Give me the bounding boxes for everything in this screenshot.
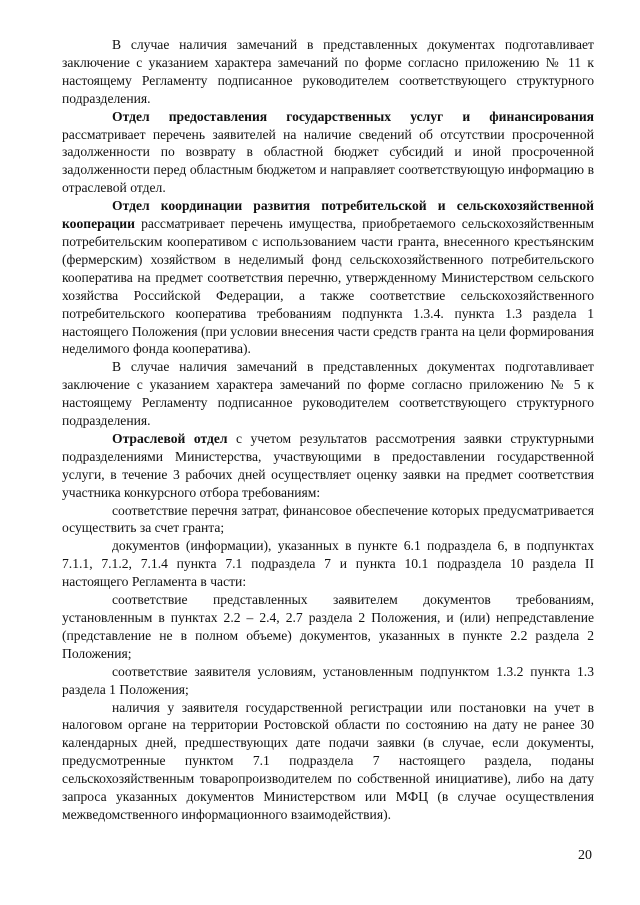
paragraph-text: соответствие заявителя условиям, установленным подпунктом 1.3.2 пункта 1.3 раздела 1 Положения; xyxy=(62,663,594,697)
paragraph-text: рассматривает перечень заявителей на наличие сведений об отсутствии просроченной задолженности по возврату в областной бюджет субсидий и иной просроченной задолженности перед областным бюджетом и направляет соответствующую информацию в отраслевой отдел. xyxy=(62,126,594,196)
paragraph-text: соответствие представленных заявителем документов требованиям, установленным в пунктах 2.2 – 2.4, 2.7 раздела 2 Положения, и (или) непредставление (представление не в полном объеме) документов, указанных в пункте 2.2 раздела 2 Положения; xyxy=(62,592,594,661)
paragraph-text: В случае наличия замечаний в представленных документах подготавливает заключение с указанием характера замечаний по форме согласно приложению № 5 к настоящему Регламенту подписанное руководителем соответствующего структурного подразделения. xyxy=(62,359,594,429)
paragraph-lead: Отраслевой отдел xyxy=(112,430,228,446)
paragraph-lead: Отдел координации развития потребительской и сельскохозяйственной кооперации xyxy=(62,198,594,232)
paragraph-text: рассматривает перечень имущества, приобретаемого сельскохозяйственным потребительским кооперативом с использованием части гранта, внесенного крестьянским (фермерским) хозяйством в неделимый фонд сельскохозяйственного потребительского кооператива на предмет соответствия перечню, утвержденному Министерством сельского хозяйства Российской Федерации, а также соответствие сельскохозяйственного потребительского кооператива требованиям подпункта 1.3.4. пункта 1.3 раздела 1 настоящего Положения (при условии внесения части средств гранта на цели формирования неделимого фонда кооператива). xyxy=(62,216,594,357)
paragraph xyxy=(62,502,594,538)
paragraph xyxy=(62,699,594,824)
paragraph-text: документов (информации), указанных в пункте 6.1 подраздела 6, в подпунктах 7.1.1, 7.1.2, 7.1.4 пункта 7.1 подраздела 7 и пункта 10.1 подраздела 10 раздела II настоящего Регламента в части: xyxy=(62,538,594,590)
paragraph xyxy=(62,537,594,591)
paragraph xyxy=(62,36,594,108)
paragraph-lead: Отдел предоставления государственных услуг и финансирования xyxy=(112,108,594,124)
paragraph xyxy=(62,108,594,198)
paragraph xyxy=(62,591,594,663)
paragraph-text: соответствие перечня затрат, финансовое обеспечение которых предусматривается осуществить за счет гранта; xyxy=(62,502,594,536)
page-number: 20 xyxy=(578,848,592,863)
paragraph-text: наличия у заявителя государственной регистрации или постановки на учет в налоговом органе на территории Ростовской области по состоянию на дату не ранее 30 календарных дней, предшествующих дате подачи заявки (в случае, если документы, предусмотренные пунктом 7.1 подраздела 7 настоящего раздела, поданы сельскохозяйственным товаропроизводителем по собственной инициативе), либо на дату запроса указанных документов Министерством или МФЦ (в случае осуществления межведомственного информационного взаимодействия). xyxy=(62,699,594,822)
paragraph-text: с учетом результатов рассмотрения заявки структурными подразделениями Министерства, участвующими в предоставлении государственной услуги, в течение 3 рабочих дней осуществляет оценку заявки на предмет соответствия участника конкурсного отбора требованиям: xyxy=(62,430,594,500)
paragraph xyxy=(62,358,594,430)
paragraph xyxy=(62,663,594,699)
paragraph xyxy=(62,430,594,502)
paragraph xyxy=(62,197,594,358)
document-body xyxy=(62,36,594,824)
paragraph-text: В случае наличия замечаний в представленных документах подготавливает заключение с указанием характера замечаний по форме согласно приложению № 11 к настоящему Регламенту подписанное руководителем соответствующего структурного подразделения. xyxy=(62,37,594,106)
